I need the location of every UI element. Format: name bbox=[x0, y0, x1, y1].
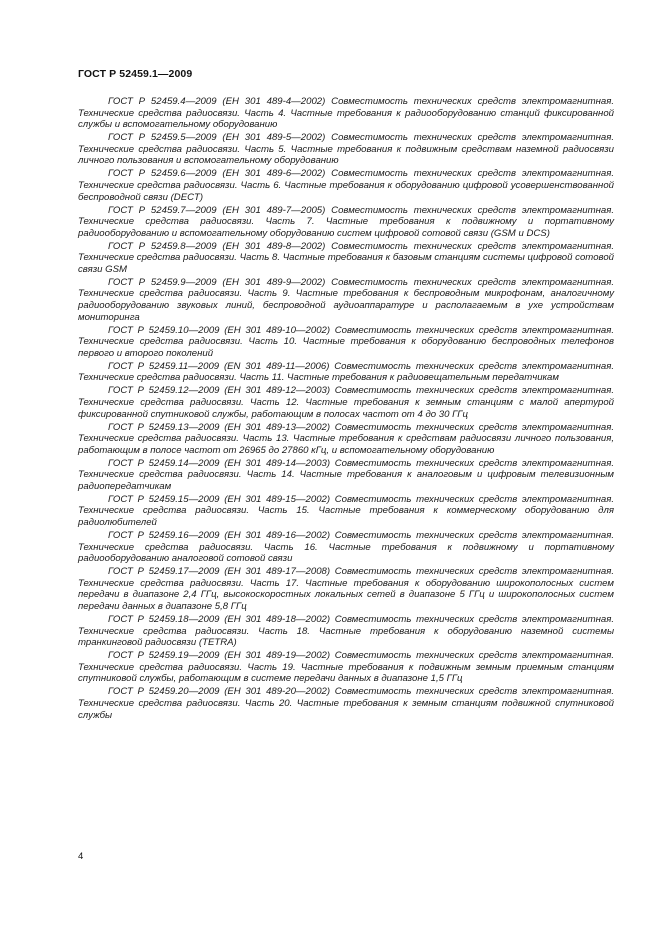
reference-item: ГОСТ Р 52459.9—2009 (ЕН 301 489-9—2002) Совместимость технических средств электромагнитная. Технические средства радиосвязи. Часть 9. Частные требования к беспроводным микрофонам, аналогичному радиооборудованию звуковых линий, беспроводной аудиоаппаратуре и располагаемым в ухе устройствам мониторинга bbox=[78, 276, 614, 323]
reference-item: ГОСТ Р 52459.6—2009 (ЕН 301 489-6—2002) Совместимость технических средств электромагнитная. Технические средства радиосвязи. Часть 6. Частные требования к оборудованию цифровой усовершенствованной беспроводной связи (DECT) bbox=[78, 168, 614, 203]
reference-item: ГОСТ Р 52459.14—2009 (ЕН 301 489-14—2003) Совместимость технических средств электромагнитная. Технические средства радиосвязи. Часть 14. Частные требования к аналоговым и цифровым телевизионным радиопередатчикам bbox=[78, 457, 614, 492]
reference-item: ГОСТ Р 52459.11—2009 (EN 301 489-11—2006) Совместимость технических средств электромагнитная. Технические средства радиосвязи. Часть 11. Частные требования к радиовещательным передатчикам bbox=[78, 360, 614, 384]
reference-item: ГОСТ Р 52459.19—2009 (ЕН 301 489-19—2002) Совместимость технических средств электромагнитная. Технические средства радиосвязи. Часть 19. Частные требования к подвижным земным приемным станциям спутниковой службы, работающим в системе передачи данных в диапазоне 1,5 ГГц bbox=[78, 650, 614, 685]
reference-item: ГОСТ Р 52459.12—2009 (ЕН 301 489-12—2003) Совместимость технических средств электромагнитная. Технические средства радиосвязи. Часть 12. Частные требования к земным станциям с малой апертурой фиксированной спутниковой службы, работающим в полосах частот от 4 до 30 ГГц bbox=[78, 385, 614, 420]
reference-item: ГОСТ Р 52459.5—2009 (ЕН 301 489-5—2002) Совместимость технических средств электромагнитная. Технические средства радиосвязи. Часть 5. Частные требования к подвижным средствам наземной радиосвязи личного пользования и вспомогательному оборудованию bbox=[78, 132, 614, 167]
reference-item: ГОСТ Р 52459.18—2009 (ЕН 301 489-18—2002) Совместимость технических средств электромагнитная. Технические средства радиосвязи. Часть 18. Частные требования к оборудованию наземной системы транкинговой радиосвязи (TETRA) bbox=[78, 614, 614, 649]
reference-item: ГОСТ Р 52459.10—2009 (ЕН 301 489-10—2002) Совместимость технических средств электромагнитная. Технические средства радиосвязи. Часть 10. Частные требования к оборудованию беспроводных телефонов первого и второго поколений bbox=[78, 324, 614, 359]
page-number: 4 bbox=[78, 851, 84, 862]
page-header: ГОСТ Р 52459.1—2009 bbox=[78, 68, 193, 80]
references-list bbox=[78, 96, 614, 723]
reference-item: ГОСТ Р 52459.7—2009 (ЕН 301 489-7—2005) Совместимость технических средств электромагнитная. Технические средства радиосвязи. Часть 7. Частные требования к подвижному и портативному радиооборудованию и вспомогательному оборудованию систем цифровой сотовой связи (GSM и DCS) bbox=[78, 204, 614, 239]
reference-item: ГОСТ Р 52459.17—2009 (ЕН 301 489-17—2008) Совместимость технических средств электромагнитная. Технические средства радиосвязи. Часть 17. Частные требования к оборудованию широкополосных систем передачи в диапазоне 2,4 ГГц, высокоскоростных локальных сетей в диапазоне 5 ГГц и широкополосных систем передачи данных в диапазоне 5,8 ГГц bbox=[78, 566, 614, 613]
reference-item: ГОСТ Р 52459.15—2009 (ЕН 301 489-15—2002) Совместимость технических средств электромагнитная. Технические средства радиосвязи. Часть 15. Частные требования к коммерческому оборудованию для радиолюбителей bbox=[78, 493, 614, 529]
reference-item: ГОСТ Р 52459.8—2009 (ЕН 301 489-8—2002) Совместимость технических средств электромагнитная. Технические средства радиосвязи. Часть 8. Частные требования к базовым станциям системы цифровой сотовой связи GSM bbox=[78, 240, 614, 275]
reference-item: ГОСТ Р 52459.16—2009 (ЕН 301 489-16—2002) Совместимость технических средств электромагнитная. Технические средства радиосвязи. Часть 16. Частные требования к подвижному и портативному радиооборудованию аналоговой сотовой связи bbox=[78, 530, 614, 565]
reference-item: ГОСТ Р 52459.4—2009 (ЕН 301 489-4—2002) Совместимость технических средств электромагнитная. Технические средства радиосвязи. Часть 4. Частные требования к радиооборудованию станций фиксированной службы и вспомогательному оборудованию bbox=[78, 96, 614, 131]
reference-item: ГОСТ Р 52459.20—2009 (ЕН 301 489-20—2002) Совместимость технических средств электромагнитная. Технические средства радиосвязи. Часть 20. Частные требования к земным станциям подвижной спутниковой службы bbox=[78, 686, 614, 721]
reference-item: ГОСТ Р 52459.13—2009 (ЕН 301 489-13—2002) Совместимость технических средств электромагнитная. Технические средства радиосвязи. Часть 13. Частные требования к средствам радиосвязи личного пользования, работающим в полосе частот от 26965 до 27860 кГц, и вспомогательному оборудованию bbox=[78, 421, 614, 456]
